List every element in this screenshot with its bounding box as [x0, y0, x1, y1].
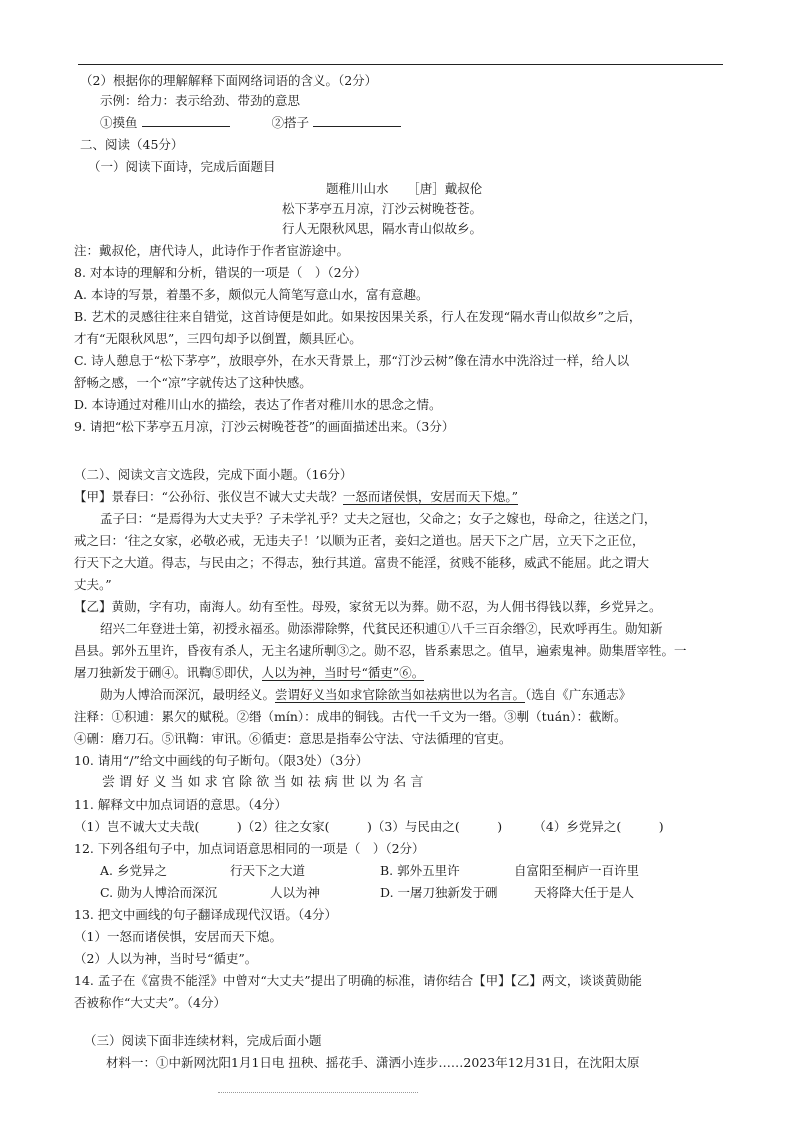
- underlined-sentence-2: 人以为神，当时号“循吏”⑥。: [261, 665, 425, 680]
- term-line: [100, 114, 401, 132]
- poem-section-heading: （一）阅读下面诗，完成后面题目: [88, 159, 276, 174]
- source-citation: （选自《广东通志》: [525, 687, 632, 702]
- question-10-sentence: 尝 谓 好 义 当 如 求 官 除 欲 当 如 祛 病 世 以 为 名 言: [102, 775, 424, 790]
- option-12c-1: C. 勋为人博洽而深沉: [100, 885, 218, 900]
- question-12: 12. 下列各组句子中，加点词语意思相同的一项是（ ）（2分）: [74, 841, 425, 856]
- option-12b-2: 自富阳至桐庐一百许里: [514, 863, 640, 878]
- classical-section-heading: （二）、阅读文言文选段，完成下面小题。（16分）: [74, 467, 353, 482]
- underlined-sentence-3: 尝谓好义当如求官除欲当如祛病世以为名言。: [275, 687, 526, 702]
- answer-blank-moyu[interactable]: [142, 114, 230, 127]
- question-14-line2: 否被称作“大丈夫”。（4分）: [74, 995, 226, 1010]
- option-8c-line2: 舒畅之感，一个“凉”字就传达了这种快感。: [74, 375, 312, 390]
- option-8c-line1: C. 诗人憩息于“松下茅亭”，放眼亭外，在水天背景上，那“汀沙云树”像在清水中洗浴过一样，给人以: [74, 353, 630, 368]
- text-yi-line4-start: 屠刀独新发于硎④。讯鞫⑤即伏，: [74, 665, 262, 680]
- option-12c-2: 人以为神: [270, 885, 321, 900]
- nonlinear-section-heading: （三）阅读下面非连续材料，完成后面小题: [84, 1033, 322, 1048]
- question-14-line1: 14. 孟子在《富贵不能淫》中曾对“大丈夫”提出了明确的标准，请你结合【甲】【乙】两文，谈谈黄勋能: [74, 973, 642, 988]
- option-8b-line2: 才有“无限秋风思”，三四句却予以倒置，颇具匠心。: [74, 331, 362, 346]
- footer-mark: [218, 1092, 418, 1093]
- text-yi-line1: 【乙】黄勋，字有功，南海人。幼有至性。母殁，家贫无以为葬。勋不忍，为人佣书得钱以葬，乡党异之。: [74, 599, 662, 614]
- underlined-sentence-1: 一怒而诸侯惧，安居而天下熄。”: [342, 489, 519, 504]
- poem-title: 题稚川山水 ［唐］戴叔伦: [326, 181, 483, 196]
- text-jia-line4: 行天下之大道。得志，与民由之；不得志，独行其道。富贵不能淫，贫贱不能移，威武不能屈。此之谓大: [74, 555, 650, 570]
- option-8b-line1: B. 艺术的灵感往往来自错觉，这首诗便是如此。如果按因果关系，行人在发现“隔水青山似故乡”之后，: [74, 309, 642, 324]
- question-10: 10. 请用“/”给文中画线的句子断句。（限3处）（3分）: [74, 753, 369, 768]
- text-jia-intro: 【甲】景春曰：“公孙衍、张仪岂不诚大丈夫哉？: [74, 489, 343, 504]
- answer-blank-dazi[interactable]: [313, 114, 401, 127]
- header-rule: [78, 64, 723, 65]
- text-yi-line5-start: 勋为人博洽而深沉，最明经义。: [100, 687, 276, 702]
- question-11-items: （1）岂不诚大丈夫哉( )（2）往之女家( )（3）与民由之( ) （4）乡党异之( ): [74, 819, 664, 834]
- option-12a-1: A. 乡党异之: [100, 863, 167, 878]
- text-yi-line2: 绍兴二年登进士第，初授永福丞。勋添滞除弊，代貧民还积逋①八千三百余缗②，民欢呼再生。勋知新: [100, 621, 663, 636]
- annotations-line1: 注释：①积逋：累欠的赋税。②缗（mín）：成串的铜钱。古代一千文为一缗。③剸（tuán）：截断。: [74, 709, 627, 724]
- question-13-1: （1）一怒而诸侯惧，安居而天下熄。: [74, 929, 282, 944]
- annotations-line2: ④硎：磨刀石。⑤讯鞫：审讯。⑥循吏：意思是指奉公守法、守法循理的官吏。: [74, 731, 512, 746]
- option-12d-1: D. 一屠刀独新发于硎: [380, 885, 498, 900]
- term-moyu: ①摸鱼: [100, 115, 138, 130]
- question-13-2: （2）人以为神，当时号“循吏”。: [74, 951, 258, 966]
- option-8d: D. 本诗通过对稚川山水的描绘，表达了作者对稚川水的思念之情。: [74, 397, 442, 412]
- option-12b-1: B. 郭外五里许: [380, 863, 460, 878]
- question-8: 8. 对本诗的理解和分析，错误的一项是（ ）（2分）: [74, 265, 367, 280]
- question-13: 13. 把文中画线的句子翻译成现代汉语。（4分）: [74, 907, 338, 922]
- term-dazi: ②搭子: [271, 115, 309, 130]
- section-reading-heading: 二、阅读（45分）: [80, 137, 184, 152]
- poem-note: 注：戴叔伦，唐代诗人，此诗作于作者宦游途中。: [74, 243, 350, 258]
- poem-line-1: 松下茅亭五月凉，汀沙云树晚苍苍。: [282, 201, 483, 216]
- option-8a: A. 本诗的写景，着墨不多，颇似元人简笔写意山水，富有意趣。: [74, 287, 429, 302]
- example-text: 示例：给力：表示给劲、带劲的意思: [100, 93, 301, 108]
- text-jia-line1: [74, 488, 518, 506]
- option-12a-2: 行天下之大道: [230, 863, 306, 878]
- poem-line-2: 行人无限秋风思，隔水青山似故乡。: [282, 221, 483, 236]
- option-12d-2: 天将降大任于是人: [534, 885, 635, 900]
- question-11: 11. 解释文中加点词语的意思。（4分）: [74, 797, 288, 812]
- text-jia-line3: 戒之曰：‘往之女家，必敬必戒，无违夫子！’以顺为正者，妾妇之道也。居天下之广居，立天下之正位，: [74, 533, 645, 548]
- text-yi-line5: [100, 686, 631, 704]
- material-1-line1: 材料一：①中新网沈阳1月1日电 扭秧、摇花手、潇洒小连步……2023年12月31日，在沈阳太原: [106, 1055, 640, 1070]
- question-9: 9. 请把“松下茅亭五月凉，汀沙云树晚苍苍”的画面描述出来。（3分）: [74, 419, 455, 434]
- text-yi-line3: 昌县。郭外五里许，昏夜有杀人，无主名逮所剸③之。勋不忍，皆系素思之。值早，遍索鬼神。勋集厝宰牲。一: [74, 643, 687, 658]
- text-jia-line2: 孟子曰：“是焉得为大丈夫乎？子未学礼乎？丈夫之冠也，父命之；女子之嫁也，母命之，往送之门，: [100, 511, 657, 526]
- text-yi-line4: [74, 664, 424, 682]
- question-2-prompt: （2）根据你的理解解释下面网络词语的含义。（2分）: [80, 73, 378, 88]
- text-jia-line5: 丈夫。”: [74, 577, 112, 592]
